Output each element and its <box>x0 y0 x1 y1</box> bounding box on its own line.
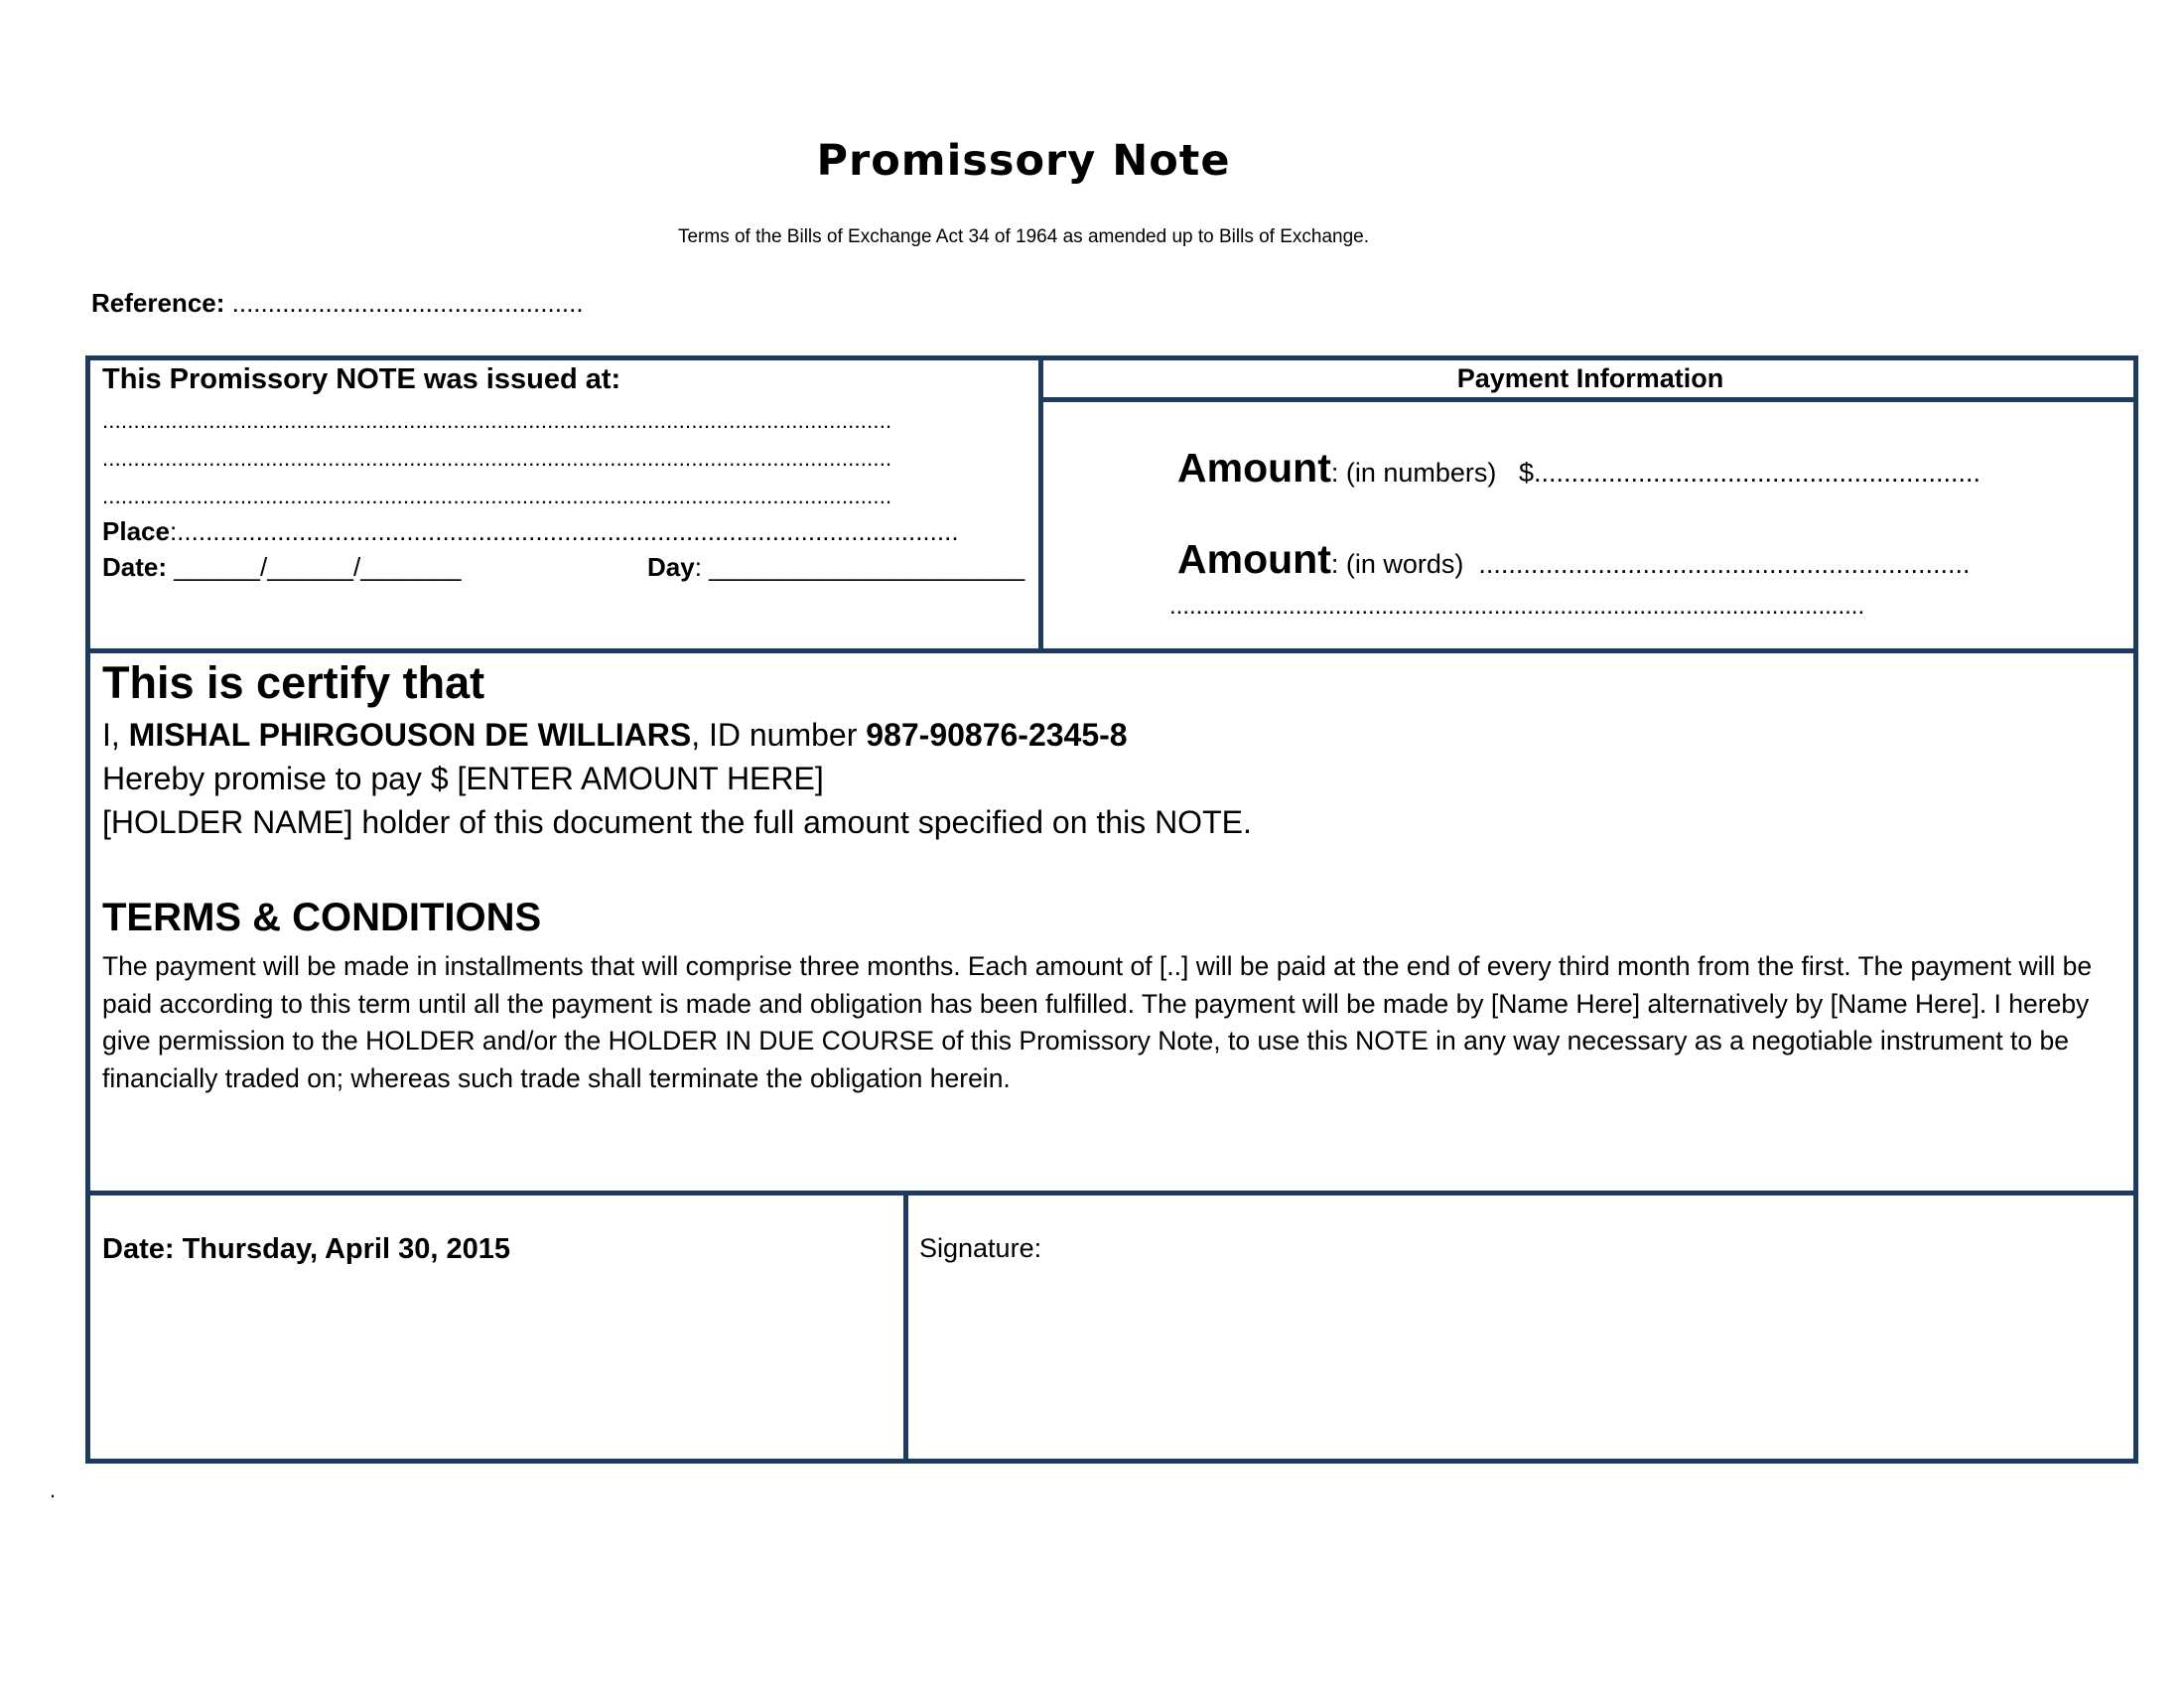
signature-label: Signature: <box>919 1233 1042 1263</box>
certify-prefix: I, <box>102 717 129 753</box>
issued-at-title: This Promissory NOTE was issued at: <box>102 363 621 395</box>
reference-line <box>91 288 584 319</box>
holder-line: [HOLDER NAME] holder of this document the full amount specified on this NOTE. <box>102 804 1252 840</box>
issuer-name: MISHAL PHIRGOUSON DE WILLIARS <box>128 717 692 753</box>
issued-date-label: Date: <box>102 552 168 582</box>
body-section-bottom-border <box>85 1191 2138 1196</box>
amount-words-label: Amount <box>1177 536 1331 582</box>
issued-at-line-3: .............................................................................................................................. <box>102 484 892 508</box>
issued-day-label: Day <box>647 552 695 582</box>
place-line <box>102 516 959 547</box>
amount-numbers-label: Amount <box>1177 445 1331 491</box>
footer-date <box>102 1233 510 1266</box>
terms-text: The payment will be made in installments that will comprise three months. Each amount of [..] will be paid at the end of every third month from the first. The payment will be paid according to this term until all the payment is made and obligation has been fulfilled. The payment will be made by [Name Here] alternatively by [Name Here]. I hereby give permission to the HOLDER and/or the HOLDER IN DUE COURSE of this Promissory Note, to use this NOTE in any way necessary as a negotiable instrument to be financially traded on; whereas such trade shall terminate the obligation herein. <box>102 951 2093 1093</box>
certify-title: This is certify that <box>102 657 485 708</box>
issued-date-line <box>102 552 461 583</box>
amount-numbers-suffix: : (in numbers) <box>1330 458 1497 488</box>
document-subtitle: Terms of the Bills of Exchange Act 34 of 1964 as amended up to Bills of Exchange. <box>677 226 1370 247</box>
place-value: :............................................................................................................. <box>169 516 959 546</box>
reference-label: Reference: <box>91 288 225 318</box>
footer-date-label: Date: <box>102 1233 183 1265</box>
amount-words-value: .................................................................. <box>1478 549 1971 579</box>
document-title: Promissory Note <box>816 136 1231 186</box>
issued-day-value: : ______________________ <box>694 552 1025 582</box>
certify-id-label: , ID number <box>691 717 867 753</box>
amount-in-numbers-line <box>1177 445 1980 492</box>
amount-in-words-continuation: ......................................................................................................... <box>1169 593 1865 620</box>
issued-at-line-1: .............................................................................................................................. <box>102 408 892 433</box>
top-section-bottom-border <box>85 648 2138 653</box>
promise-line: Hereby promise to pay $ [ENTER AMOUNT HERE] <box>102 761 824 796</box>
issued-at-line-2: .............................................................................................................................. <box>102 446 892 471</box>
issued-date-value: ______/______/_______ <box>167 552 462 582</box>
amount-in-words-line <box>1177 536 1971 583</box>
payment-header-divider <box>1038 397 2138 402</box>
place-label: Place <box>102 516 170 546</box>
payment-information-title: Payment Information <box>1456 363 1724 393</box>
issued-day-line <box>647 552 1024 583</box>
terms-title: TERMS & CONDITIONS <box>102 896 542 939</box>
certify-identity-line <box>102 717 1128 754</box>
stray-mark: . <box>50 1477 57 1502</box>
footer-date-value: Thursday, April 30, 2015 <box>182 1233 510 1265</box>
issuer-id-number: 987-90876-2345-8 <box>866 717 1128 753</box>
reference-value: ................................................. <box>224 288 584 318</box>
amount-numbers-value: $............................................................ <box>1518 458 1981 488</box>
footer-divider <box>903 1191 908 1464</box>
amount-words-suffix: : (in words) <box>1330 549 1464 579</box>
